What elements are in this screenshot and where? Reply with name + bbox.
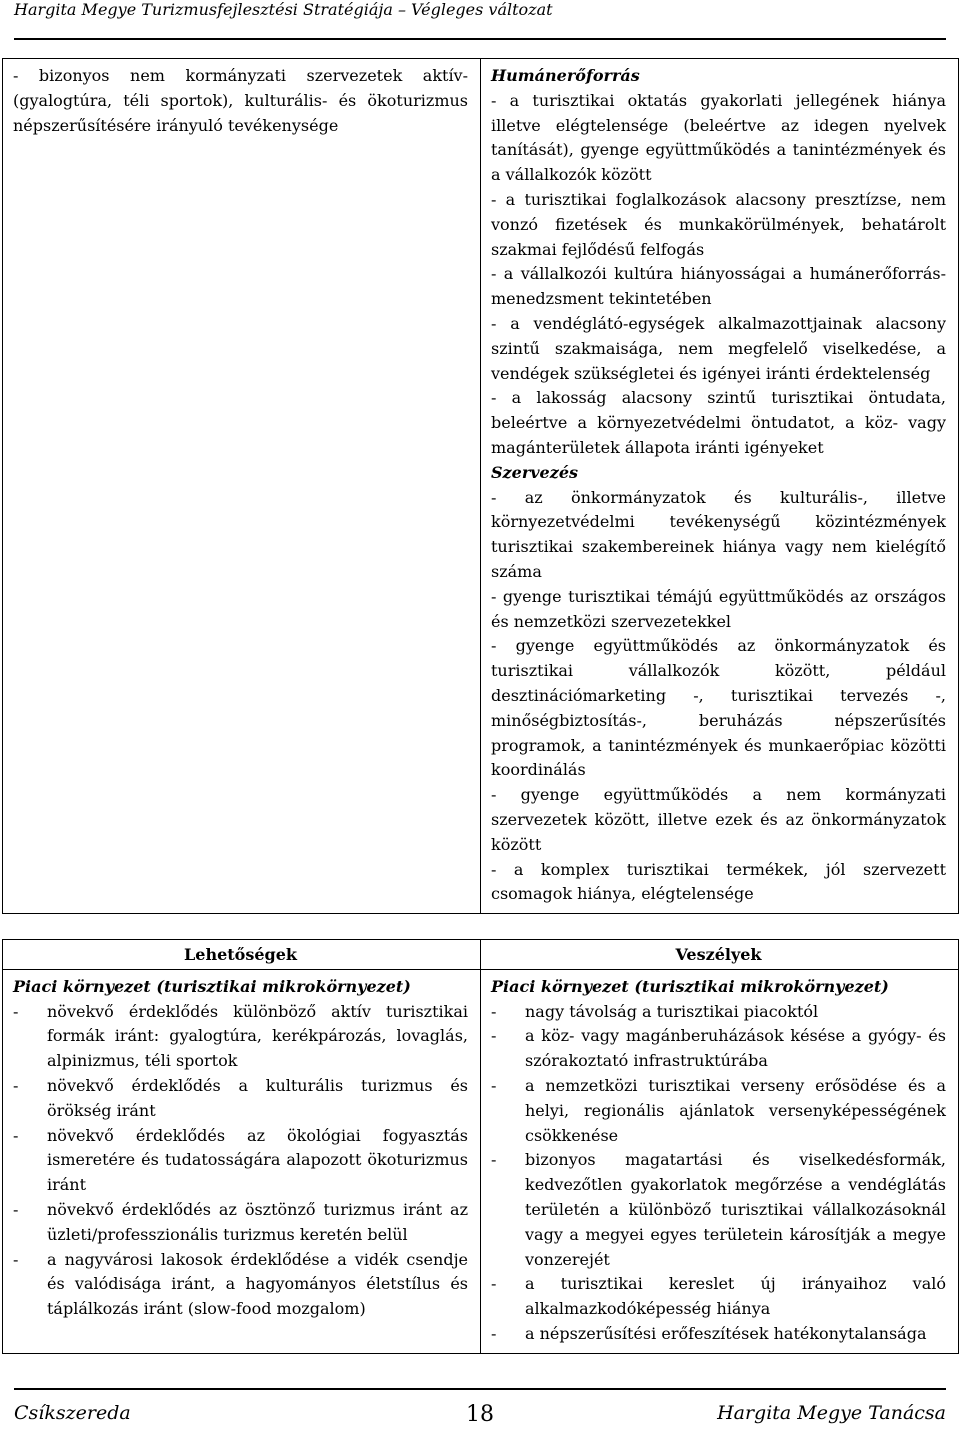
- list-item: - bizonyos magatartási és viselkedésformák, kedvezőtlen gyakorlatok megőrzése a vendéglátás területén a különböző turisztikai vállalkozásoknál vagy a megyei egyes területein károsítják a megye vonzerejét: [491, 1148, 946, 1272]
- szervezes-item: - gyenge turisztikai témájú együttműködés az országos és nemzetközi szervezetekkel: [491, 586, 946, 631]
- right-cell: [481, 59, 959, 914]
- szervezes-item: - a komplex turisztikai termékek, jól szervezett csomagok hiánya, elégtelensége: [491, 859, 946, 904]
- list-item: - nagy távolság a turisztikai piacoktól: [491, 1000, 946, 1025]
- veszelyek-subtitle: Piaci környezet (turisztikai mikrokörnyezet): [491, 976, 889, 996]
- list-item: - a nemzetközi turisztikai verseny erősödése és a helyi, regionális ajánlatok versenyképességének csökkenése: [491, 1074, 946, 1148]
- header-title: Hargita Megye Turizmusfejlesztési Stratégiája – Végleges változat: [14, 0, 553, 19]
- lehetosegek-list: [13, 1000, 468, 1322]
- page-header: [14, 0, 946, 40]
- szervezes-item: - az önkormányzatok és kulturális-, illetve környezetvédelmi tevékenységű közintézmények turisztikai szakembereinek hiánya vagy nem kielégítő száma: [491, 487, 946, 581]
- humaneroforras-item: - a turisztikai oktatás gyakorlati jellegének hiánya illetve elégtelensége (beleértve az idegen nyelvek tanítását), gyenge együttműködés a tanintézmények és a vállalkozók között: [491, 90, 946, 185]
- veszelyek-title: Veszélyek: [481, 940, 959, 970]
- list-item: - a népszerűsítési erőfeszítések hatékonytalansága: [491, 1322, 946, 1347]
- list-item: - a köz- vagy magánberuházások késése a gyógy- és szórakoztató infrastruktúrába: [491, 1024, 946, 1074]
- humaneroforras-item: - a vállalkozói kultúra hiányosságai a humánerőforrás-menedzsment tekintetében: [491, 264, 946, 309]
- humaneroforras-item: - a turisztikai foglalkozások alacsony presztízse, nem vonzó fizetések és munkakörülmények, behatárolt szakmai fejlődésű felfogás: [491, 189, 946, 259]
- humaneroforras-heading: Humánerőforrás: [491, 66, 640, 85]
- humaneroforras-item: - a lakosság alacsony szintű turisztikai öntudata, beleértve a környezetvédelmi öntudatot, a köz- vagy magánterületek állapota iránti igényeket: [491, 388, 946, 457]
- veszelyek-cell: [481, 969, 959, 1353]
- humaneroforras-item: - a vendéglátó-egységek alkalmazottjainak alacsony szintű szakmaisága, nem megfelelő viselkedése, a vendégek szükségletei és igényei iránti érdektelenség: [491, 313, 946, 383]
- veszelyek-list: [491, 1000, 946, 1347]
- list-item: - a turisztikai kereslet új irányaihoz való alkalmazkodóképesség hiánya: [491, 1272, 946, 1322]
- list-item: - növekvő érdeklődés különböző aktív turisztikai formák iránt: gyalogtúra, kerékpározás, lovaglás, alpinizmus, téli sportok: [13, 1000, 468, 1074]
- list-item: - a nagyvárosi lakosok érdeklődése a vidék csendje és valódisága iránt, a hagyományos életstílus és táplálkozás iránt (slow-food mozgalom): [13, 1248, 468, 1322]
- opportunities-threats-table: [2, 939, 959, 1354]
- page-footer: [14, 1388, 946, 1432]
- footer-council: Hargita Megye Tanácsa: [717, 1402, 946, 1424]
- lehetosegek-cell: [3, 969, 481, 1353]
- list-item: - növekvő érdeklődés az ösztönző turizmus iránt az üzleti/professzionális turizmus keretén belül: [13, 1198, 468, 1248]
- lehetosegek-title: Lehetőségek: [3, 940, 481, 970]
- page-number: 18: [466, 1402, 494, 1427]
- list-item: - növekvő érdeklődés a kulturális turizmus és örökség iránt: [13, 1074, 468, 1124]
- szervezes-heading: Szervezés: [491, 462, 578, 482]
- szervezes-item: - gyenge együttműködés a nem kormányzati szervezetek között, illetve ezek és az önkormányzatok között: [491, 785, 946, 854]
- left-cell-text: - bizonyos nem kormányzati szervezetek aktív- (gyalogtúra, téli sportok), kulturális- és ökoturizmus népszerűsítésére irányuló tevékenysége: [13, 66, 468, 135]
- list-item: - növekvő érdeklődés az ökológiai fogyasztás ismeretére és tudatosságára alapozott ökoturizmus iránt: [13, 1124, 468, 1198]
- weaknesses-continued-table: [2, 58, 959, 914]
- footer-city: Csíkszereda: [14, 1402, 131, 1424]
- szervezes-item: - gyenge együttműködés az önkormányzatok és turisztikai vállalkozók között, például desztinációmarketing -, turisztikai tervezés -, minőségbiztosítás-, beruházás népszerűsítés programok, a tanintézmények és munkaerőpiac közötti koordinálás: [491, 636, 946, 780]
- lehetosegek-subtitle: Piaci környezet (turisztikai mikrokörnyezet): [13, 976, 411, 996]
- left-cell: [3, 59, 481, 914]
